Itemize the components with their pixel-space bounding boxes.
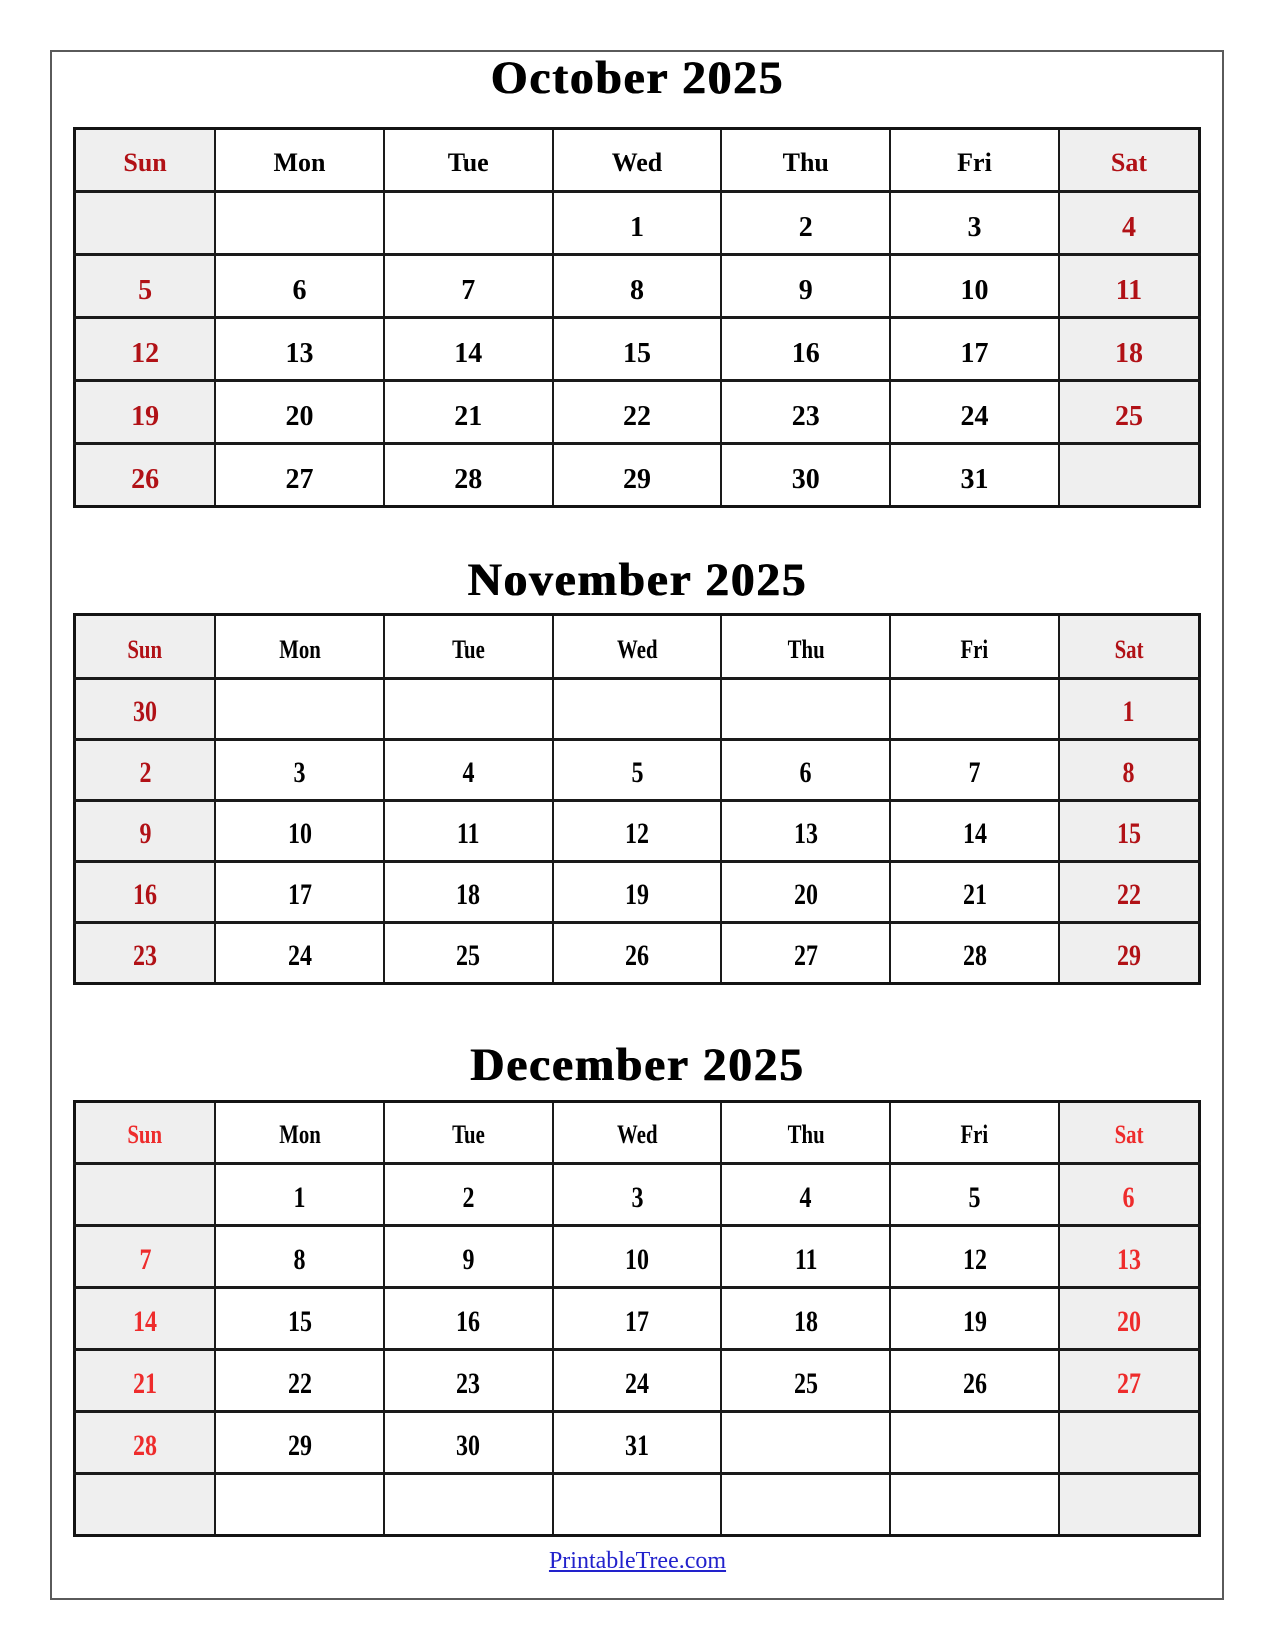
date-number: 15: [623, 338, 651, 369]
day-header-label: Sat: [1110, 148, 1147, 177]
date-number: 3: [967, 212, 982, 243]
date-cell-19: [890, 1288, 1059, 1350]
date-number: 18: [793, 1305, 818, 1338]
date-cell-16: [384, 1288, 553, 1350]
date-cell-18: [1059, 318, 1200, 381]
date-cell-29: [1059, 923, 1200, 984]
date-cell-25: [384, 923, 553, 984]
date-cell-27: [721, 923, 890, 984]
date-number: 8: [1122, 756, 1135, 789]
date-cell-5: [553, 740, 722, 801]
date-cell-26: [890, 1350, 1059, 1412]
day-header-label: Sat: [1114, 1120, 1144, 1149]
date-cell-24: [553, 1350, 722, 1412]
date-cell-28: [75, 1412, 216, 1474]
day-header-label: Sat: [1114, 635, 1144, 664]
calendar-title-november: November 2025: [467, 554, 808, 606]
date-cell-11: [384, 801, 553, 862]
date-cell-17: [215, 862, 384, 923]
date-cell-25: [721, 1350, 890, 1412]
date-cell-11: [1059, 255, 1200, 318]
week-row: [75, 1474, 1200, 1536]
date-cell-28: [384, 444, 553, 507]
calendar-title-october: October 2025: [490, 52, 785, 104]
date-cell-20: [1059, 1288, 1200, 1350]
date-cell-28: [890, 923, 1059, 984]
date-number: 16: [133, 878, 158, 911]
date-cell-4: [1059, 192, 1200, 255]
date-number: 24: [287, 939, 312, 972]
date-number: 18: [1114, 338, 1143, 369]
day-header-thu: [721, 615, 890, 679]
date-number: 4: [1121, 212, 1136, 243]
date-number: 4: [799, 1181, 812, 1214]
date-cell-5: [75, 255, 216, 318]
date-number: 20: [1116, 1305, 1141, 1338]
date-cell-empty: [384, 679, 553, 740]
date-number: 23: [456, 1367, 481, 1400]
date-cell-8: [1059, 740, 1200, 801]
day-header-mon: [215, 615, 384, 679]
date-cell-30: [384, 1412, 553, 1474]
date-number: 8: [293, 1243, 306, 1276]
date-cell-16: [721, 318, 890, 381]
week-row: [75, 444, 1200, 507]
calendar-table-november: [73, 613, 1201, 985]
date-cell-13: [721, 801, 890, 862]
date-number: 11: [794, 1243, 818, 1276]
date-number: 5: [631, 756, 643, 789]
date-number: 30: [456, 1429, 481, 1462]
date-number: 28: [133, 1429, 158, 1462]
date-number: 16: [791, 338, 820, 369]
date-cell-14: [75, 1288, 216, 1350]
date-cell-3: [215, 740, 384, 801]
date-cell-5: [890, 1164, 1059, 1226]
date-number: 1: [293, 1181, 306, 1214]
date-number: 18: [456, 878, 481, 911]
date-number: 26: [962, 1367, 987, 1400]
day-header-label: Thu: [782, 148, 829, 177]
day-header-label: Sun: [127, 635, 163, 664]
date-number: 24: [960, 401, 989, 432]
date-number: 14: [454, 338, 483, 369]
date-cell-26: [553, 923, 722, 984]
date-cell-empty: [721, 679, 890, 740]
date-number: 3: [293, 756, 306, 789]
date-cell-21: [384, 381, 553, 444]
date-cell-29: [215, 1412, 384, 1474]
date-number: 10: [960, 275, 989, 306]
day-header-wed: [553, 129, 722, 192]
date-cell-12: [75, 318, 216, 381]
date-number: 19: [962, 1305, 987, 1338]
week-row: [75, 862, 1200, 923]
date-cell-15: [553, 318, 722, 381]
day-header-label: Fri: [960, 1120, 989, 1149]
date-number: 7: [461, 275, 476, 306]
date-number: 3: [631, 1181, 643, 1214]
date-cell-24: [890, 381, 1059, 444]
day-header-sun: [75, 615, 216, 679]
date-number: 26: [625, 939, 649, 972]
date-number: 23: [791, 401, 820, 432]
date-cell-10: [553, 1226, 722, 1288]
week-row: [75, 740, 1200, 801]
date-cell-4: [721, 1164, 890, 1226]
week-row: [75, 381, 1200, 444]
date-cell-empty: [75, 1164, 216, 1226]
date-number: 29: [287, 1429, 312, 1462]
date-cell-9: [721, 255, 890, 318]
day-header-label: Tue: [451, 635, 485, 664]
date-cell-9: [75, 801, 216, 862]
date-cell-12: [890, 1226, 1059, 1288]
date-number: 26: [131, 464, 160, 495]
date-number: 19: [131, 401, 160, 432]
date-cell-21: [890, 862, 1059, 923]
date-cell-empty: [215, 192, 384, 255]
week-row: [75, 1164, 1200, 1226]
date-cell-2: [75, 740, 216, 801]
date-number: 28: [454, 464, 483, 495]
date-number: 28: [962, 939, 987, 972]
date-number: 2: [798, 212, 813, 243]
date-number: 7: [968, 756, 981, 789]
date-cell-30: [721, 444, 890, 507]
date-cell-empty: [215, 1474, 384, 1536]
date-number: 17: [960, 338, 989, 369]
day-header-label: Fri: [957, 148, 992, 177]
date-cell-31: [553, 1412, 722, 1474]
date-cell-20: [215, 381, 384, 444]
day-header-sat: [1059, 1102, 1200, 1164]
date-cell-empty: [1059, 1474, 1200, 1536]
date-cell-empty: [721, 1474, 890, 1536]
date-number: 13: [793, 817, 818, 850]
week-row: [75, 923, 1200, 984]
day-header-label: Tue: [451, 1120, 485, 1149]
week-row: [75, 1350, 1200, 1412]
date-cell-29: [553, 444, 722, 507]
date-cell-18: [721, 1288, 890, 1350]
date-cell-10: [215, 801, 384, 862]
date-cell-6: [215, 255, 384, 318]
date-cell-empty: [384, 192, 553, 255]
date-number: 23: [133, 939, 158, 972]
day-header-row: [75, 1102, 1200, 1164]
day-header-fri: [890, 1102, 1059, 1164]
day-header-thu: [721, 1102, 890, 1164]
date-number: 14: [962, 817, 987, 850]
date-cell-1: [215, 1164, 384, 1226]
date-number: 22: [623, 401, 651, 432]
date-cell-empty: [890, 1474, 1059, 1536]
date-cell-7: [384, 255, 553, 318]
date-cell-14: [384, 318, 553, 381]
date-number: 5: [138, 275, 153, 306]
day-header-label: Wed: [616, 635, 658, 664]
date-number: 21: [454, 401, 483, 432]
date-number: 27: [793, 939, 818, 972]
date-number: 13: [1116, 1243, 1141, 1276]
date-cell-empty: [1059, 1412, 1200, 1474]
date-cell-17: [553, 1288, 722, 1350]
date-number: 13: [285, 338, 314, 369]
date-number: 15: [1116, 817, 1141, 850]
day-header-thu: [721, 129, 890, 192]
date-cell-1: [1059, 679, 1200, 740]
date-number: 12: [131, 338, 160, 369]
date-cell-empty: [890, 679, 1059, 740]
date-cell-empty: [890, 1412, 1059, 1474]
date-number: 7: [139, 1243, 152, 1276]
date-number: 20: [285, 401, 314, 432]
date-number: 16: [456, 1305, 481, 1338]
day-header-tue: [384, 615, 553, 679]
week-row: [75, 192, 1200, 255]
day-header-tue: [384, 129, 553, 192]
date-number: 17: [625, 1305, 649, 1338]
date-cell-10: [890, 255, 1059, 318]
date-cell-empty: [75, 192, 216, 255]
date-cell-19: [75, 381, 216, 444]
date-number: 30: [791, 464, 820, 495]
date-cell-3: [553, 1164, 722, 1226]
date-cell-17: [890, 318, 1059, 381]
day-header-label: Mon: [278, 1120, 321, 1149]
day-header-label: Thu: [787, 1120, 825, 1149]
date-cell-18: [384, 862, 553, 923]
date-number: 15: [287, 1305, 312, 1338]
date-number: 4: [462, 756, 475, 789]
calendar-title-december: December 2025: [470, 1039, 805, 1091]
date-number: 19: [625, 878, 649, 911]
day-header-label: Wed: [616, 1120, 658, 1149]
day-header-row: [75, 129, 1200, 192]
date-number: 10: [625, 1243, 649, 1276]
date-number: 9: [798, 275, 813, 306]
week-row: [75, 1226, 1200, 1288]
date-cell-empty: [215, 679, 384, 740]
date-cell-22: [1059, 862, 1200, 923]
date-cell-21: [75, 1350, 216, 1412]
date-cell-6: [721, 740, 890, 801]
day-header-label: Wed: [611, 148, 663, 177]
date-cell-empty: [384, 1474, 553, 1536]
date-cell-13: [1059, 1226, 1200, 1288]
day-header-sat: [1059, 129, 1200, 192]
calendar-table-october: [73, 127, 1201, 508]
day-header-label: Tue: [447, 148, 489, 177]
date-number: 21: [133, 1367, 158, 1400]
date-number: 5: [968, 1181, 981, 1214]
date-cell-7: [75, 1226, 216, 1288]
date-cell-24: [215, 923, 384, 984]
date-number: 17: [287, 878, 312, 911]
date-number: 27: [285, 464, 314, 495]
date-cell-23: [721, 381, 890, 444]
date-number: 2: [139, 756, 152, 789]
date-cell-27: [1059, 1350, 1200, 1412]
date-number: 1: [1122, 695, 1135, 728]
date-cell-3: [890, 192, 1059, 255]
date-number: 31: [625, 1429, 649, 1462]
date-cell-22: [215, 1350, 384, 1412]
date-cell-empty: [553, 679, 722, 740]
date-number: 25: [793, 1367, 818, 1400]
date-number: 25: [456, 939, 481, 972]
day-header-label: Thu: [787, 635, 825, 664]
date-cell-27: [215, 444, 384, 507]
date-cell-11: [721, 1226, 890, 1288]
date-cell-15: [1059, 801, 1200, 862]
date-cell-1: [553, 192, 722, 255]
date-number: 8: [630, 275, 644, 306]
week-row: [75, 1412, 1200, 1474]
date-number: 20: [793, 878, 818, 911]
date-number: 9: [462, 1243, 475, 1276]
week-row: [75, 318, 1200, 381]
date-number: 22: [1116, 878, 1141, 911]
date-number: 6: [292, 275, 307, 306]
date-number: 9: [139, 817, 152, 850]
date-cell-26: [75, 444, 216, 507]
calendar-table-december: [73, 1100, 1201, 1537]
date-cell-20: [721, 862, 890, 923]
date-cell-23: [384, 1350, 553, 1412]
footer-link[interactable]: PrintableTree.com: [548, 1548, 727, 1574]
date-cell-9: [384, 1226, 553, 1288]
date-cell-19: [553, 862, 722, 923]
date-cell-13: [215, 318, 384, 381]
day-header-label: Mon: [273, 148, 326, 177]
date-number: 2: [462, 1181, 475, 1214]
date-cell-2: [384, 1164, 553, 1226]
date-cell-4: [384, 740, 553, 801]
day-header-sun: [75, 1102, 216, 1164]
date-cell-8: [553, 255, 722, 318]
date-number: 31: [960, 464, 989, 495]
date-number: 6: [1122, 1181, 1135, 1214]
day-header-row: [75, 615, 1200, 679]
date-number: 22: [287, 1367, 312, 1400]
date-cell-16: [75, 862, 216, 923]
date-cell-22: [553, 381, 722, 444]
date-cell-empty: [553, 1474, 722, 1536]
date-cell-6: [1059, 1164, 1200, 1226]
date-cell-8: [215, 1226, 384, 1288]
date-cell-14: [890, 801, 1059, 862]
date-number: 24: [625, 1367, 649, 1400]
day-header-label: Sun: [127, 1120, 163, 1149]
date-number: 14: [133, 1305, 158, 1338]
day-header-sun: [75, 129, 216, 192]
day-header-fri: [890, 615, 1059, 679]
day-header-sat: [1059, 615, 1200, 679]
week-row: [75, 1288, 1200, 1350]
date-number: 29: [623, 464, 651, 495]
date-number: 29: [1116, 939, 1141, 972]
day-header-tue: [384, 1102, 553, 1164]
week-row: [75, 255, 1200, 318]
date-number: 21: [962, 878, 987, 911]
date-cell-12: [553, 801, 722, 862]
date-number: 12: [962, 1243, 987, 1276]
date-number: 27: [1116, 1367, 1141, 1400]
date-number: 11: [456, 817, 480, 850]
date-cell-30: [75, 679, 216, 740]
date-number: 25: [1114, 401, 1143, 432]
day-header-label: Sun: [123, 148, 167, 177]
day-header-wed: [553, 1102, 722, 1164]
date-number: 11: [1115, 275, 1143, 306]
date-cell-15: [215, 1288, 384, 1350]
date-number: 12: [625, 817, 649, 850]
day-header-mon: [215, 129, 384, 192]
date-cell-7: [890, 740, 1059, 801]
footer: [0, 1548, 1275, 1580]
date-cell-23: [75, 923, 216, 984]
date-number: 30: [133, 695, 158, 728]
day-header-label: Mon: [278, 635, 321, 664]
week-row: [75, 801, 1200, 862]
day-header-mon: [215, 1102, 384, 1164]
date-cell-empty: [1059, 444, 1200, 507]
date-cell-empty: [75, 1474, 216, 1536]
day-header-label: Fri: [960, 635, 989, 664]
date-number: 1: [630, 212, 644, 243]
date-cell-2: [721, 192, 890, 255]
date-cell-25: [1059, 381, 1200, 444]
day-header-fri: [890, 129, 1059, 192]
date-number: 10: [287, 817, 312, 850]
date-cell-31: [890, 444, 1059, 507]
week-row: [75, 679, 1200, 740]
day-header-wed: [553, 615, 722, 679]
date-number: 6: [799, 756, 812, 789]
date-cell-empty: [721, 1412, 890, 1474]
